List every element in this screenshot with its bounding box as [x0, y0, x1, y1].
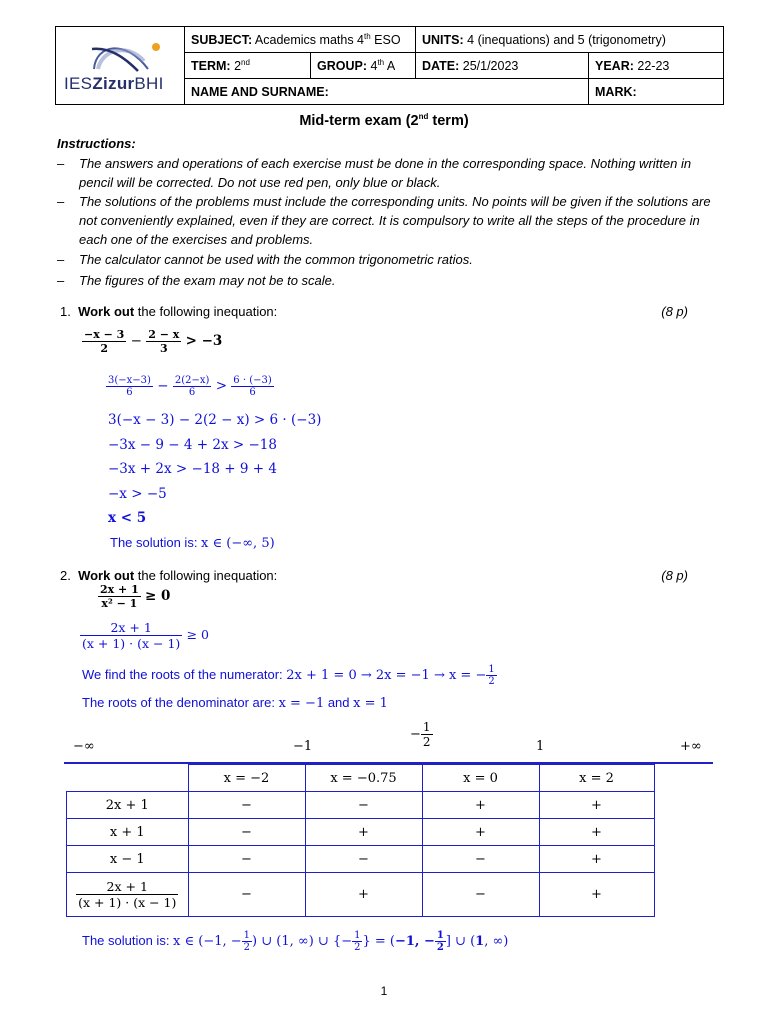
axis-minus-half: − $\frac{1}{2}$ — [410, 720, 431, 749]
table-header-cell: x = −0.75 — [305, 765, 422, 792]
table-row — [67, 873, 655, 917]
table-header-cell: x = 2 — [539, 765, 654, 792]
q1-step-result: x < 5 — [108, 510, 147, 526]
q2-solution: The solution is: x ∈ (−1, − $\frac{1}{2}$ ) ∪ (1, ∞) ∪ {− $\frac{1}{2}$ } = (−1, − $\frac{1}{2}$ ] ∪ (1, ∞) — [82, 930, 509, 953]
q1-step: 3(−x − 3) − 2(2 − x) > 6 · (−3) — [108, 412, 322, 428]
sign-cell: − — [188, 846, 305, 873]
instruction-item: – The figures of the exam may not be to scale. — [57, 273, 336, 288]
name-field[interactable]: NAME AND SURNAME: — [185, 79, 589, 105]
table-row — [67, 846, 655, 873]
sign-cell: − — [305, 846, 422, 873]
axis-one: 1 — [536, 739, 545, 754]
q2-denominator-roots: The roots of the denominator are: x = −1 and x = 1 — [82, 695, 388, 711]
question-1-statement: $\frac{-x - 3}{2}$ − $\frac{2 - x}{3}$ > −3 — [84, 328, 223, 355]
page-number: 1 — [380, 984, 388, 998]
sign-cell: + — [539, 819, 654, 846]
q1-step-common-denominator: $\frac{3(-x-3)}{6}$ − $\frac{2(2-x)}{6}$ > $\frac{6 \cdot (-3)}{6}$ — [108, 375, 272, 398]
question-2-points: (8 p) — [661, 568, 688, 583]
school-logo — [56, 27, 185, 105]
table-row-label: x + 1 — [67, 819, 189, 846]
sign-table — [66, 764, 655, 917]
table-header-cell: x = −2 — [188, 765, 305, 792]
axis-pos-infinity: +∞ — [680, 739, 702, 754]
exam-header-table — [55, 26, 724, 105]
units-cell: UNITS: 4 (inequations) and 5 (trigonometry) — [416, 27, 724, 53]
table-row — [67, 819, 655, 846]
sign-cell: + — [305, 819, 422, 846]
group-cell: GROUP: 4th A — [311, 53, 416, 79]
sign-cell: + — [422, 792, 539, 819]
question-2-prompt: 2. Work out the following inequation: — [60, 568, 278, 583]
sign-cell: + — [422, 819, 539, 846]
q2-numerator-roots: We find the roots of the numerator: 2x + 1 = 0 → 2x = −1 → x = − $\frac{1}{2}$ — [82, 664, 495, 687]
axis-neg-infinity: −∞ — [73, 739, 95, 754]
subject-cell: SUBJECT: Academics maths 4th ESO — [185, 27, 416, 53]
mark-field: MARK: — [589, 79, 724, 105]
q2-rewrite: $\frac{2x + 1}{(x + 1) \cdot (x - 1)}$ ≥ 0 — [82, 620, 209, 651]
sign-cell: − — [305, 792, 422, 819]
sign-cell: − — [188, 873, 305, 917]
q1-step: −x > −5 — [108, 486, 167, 502]
q1-step: −3x + 2x > −18 + 9 + 4 — [108, 461, 277, 477]
instruction-item: – The answers and operations of each exercise must be done in the corresponding space. Nothing written in pencil will be corrected. Do not use red pen, only blue or black. — [57, 156, 692, 190]
question-1-points: (8 p) — [661, 304, 688, 319]
table-header-cell: x = 0 — [422, 765, 539, 792]
table-row — [67, 792, 655, 819]
table-row — [67, 765, 655, 792]
table-row-label: $\frac{2x + 1}{(x + 1) \cdot (x - 1)}$ — [67, 873, 189, 917]
table-row-label: x − 1 — [67, 846, 189, 873]
sign-cell: − — [422, 873, 539, 917]
term-cell: TERM: 2nd — [185, 53, 311, 79]
date-cell: DATE: 25/1/2023 — [416, 53, 589, 79]
sign-cell: − — [422, 846, 539, 873]
q1-step: −3x − 9 − 4 + 2x > −18 — [108, 437, 277, 453]
instruction-item: – The solutions of the problems must include the corresponding units. No points will be given if the solutions are not conveniently explained, even if they are correct. It is compulsory to write all the steps of the procedure in each one of the exercises and problems. — [57, 194, 711, 247]
exam-title: Mid-term exam (2nd term) — [299, 112, 469, 129]
year-cell: YEAR: 22-23 — [589, 53, 724, 79]
sign-cell: + — [539, 873, 654, 917]
q1-solution: The solution is: x ∈ (−∞, 5) — [110, 535, 275, 551]
table-row-label: 2x + 1 — [67, 792, 189, 819]
sign-cell: − — [188, 792, 305, 819]
question-1-prompt: 1. Work out the following inequation: — [60, 304, 278, 319]
axis-minus-one: −1 — [293, 739, 313, 754]
question-2-statement: $\frac{2x + 1}{\text{x² − 1}}$ ≥ 0 — [100, 583, 171, 610]
instructions-heading: Instructions: — [57, 136, 136, 151]
sign-cell: + — [539, 792, 654, 819]
sign-cell: + — [305, 873, 422, 917]
school-logo-text: IESZizurBHI — [64, 74, 164, 93]
sign-cell: − — [188, 819, 305, 846]
sign-cell: + — [539, 846, 654, 873]
instruction-item: – The calculator cannot be used with the common trigonometric ratios. — [57, 252, 473, 267]
